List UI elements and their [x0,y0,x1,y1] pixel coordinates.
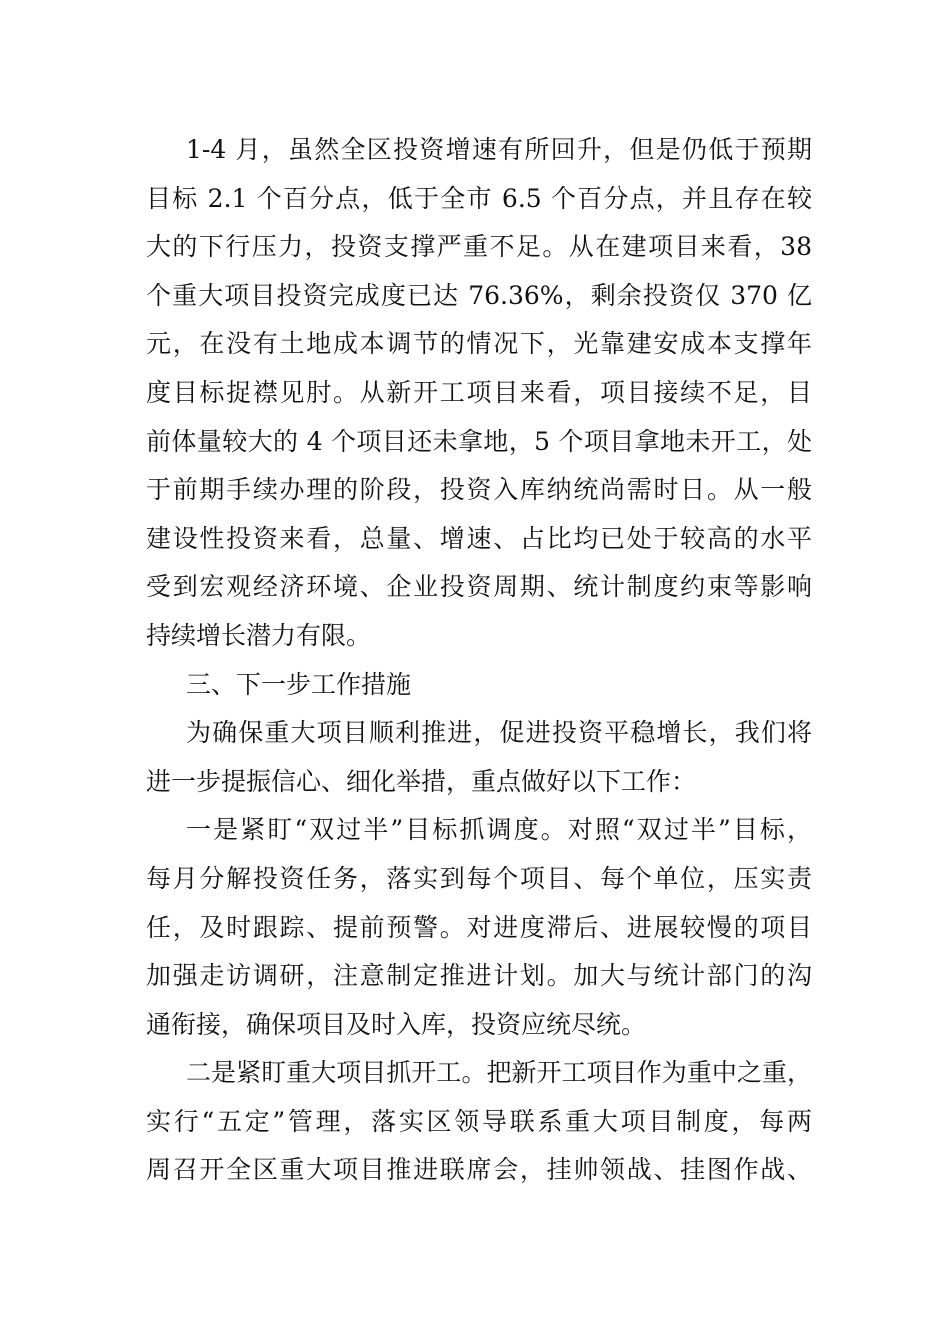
text-line: 实行“五定”管理，落实区领导联系重大项目制度，每两 [146,1106,812,1136]
section-heading: 三、下一步工作措施 [186,669,412,699]
text-line: 持续增长潜力有限。 [146,620,372,650]
text-line: 度目标捉襟见肘。从新开工项目来看，项目接续不足，目 [146,377,812,407]
text-line: 1-4 月，虽然全区投资增速有所回升，但是仍低于预期 [186,135,812,164]
text-line: 任，及时跟踪、提前预警。对进度滞后、进展较慢的项目 [146,912,812,942]
text-line: 大的下行压力，投资支撑严重不足。从在建项目来看，38 [146,232,812,262]
text-line: 于前期手续办理的阶段，投资入库纳统尚需时日。从一般 [146,475,812,505]
body-text [146,126,812,1195]
text-line: 加强走访调研，注意制定推进计划。加大与统计部门的沟 [146,961,812,991]
text-line: 一是紧盯“双过半”目标抓调度。对照“双过半”目标， [186,815,812,845]
text-line: 目标 2.1 个百分点，低于全市 6.5 个百分点，并且存在较 [146,183,812,213]
text-line: 进一步提振信心、细化举措，重点做好以下工作： [146,766,697,796]
text-line: 每月分解投资任务，落实到每个项目、每个单位，压实责 [146,863,812,893]
text-line: 建设性投资来看，总量、增速、占比均已处于较高的水平 [146,523,812,553]
text-line: 前体量较大的 4 个项目还未拿地，5 个项目拿地未开工，处 [146,426,812,456]
text-line: 为确保重大项目顺利推进，促进投资平稳增长，我们将 [186,718,812,748]
text-line: 通衔接，确保项目及时入库，投资应统尽统。 [146,1009,647,1039]
text-line: 周召开全区重大项目推进联席会，挂帅领战、挂图作战、 [146,1155,812,1185]
text-line: 二是紧盯重大项目抓开工。把新开工项目作为重中之重， [186,1058,812,1088]
text-line: 个重大项目投资完成度已达 76.36%，剩余投资仅 370 亿 [146,280,812,310]
text-line: 元，在没有土地成本调节的情况下，光靠建安成本支撑年 [146,329,812,359]
text-line: 受到宏观经济环境、企业投资周期、统计制度约束等影响 [146,572,812,602]
